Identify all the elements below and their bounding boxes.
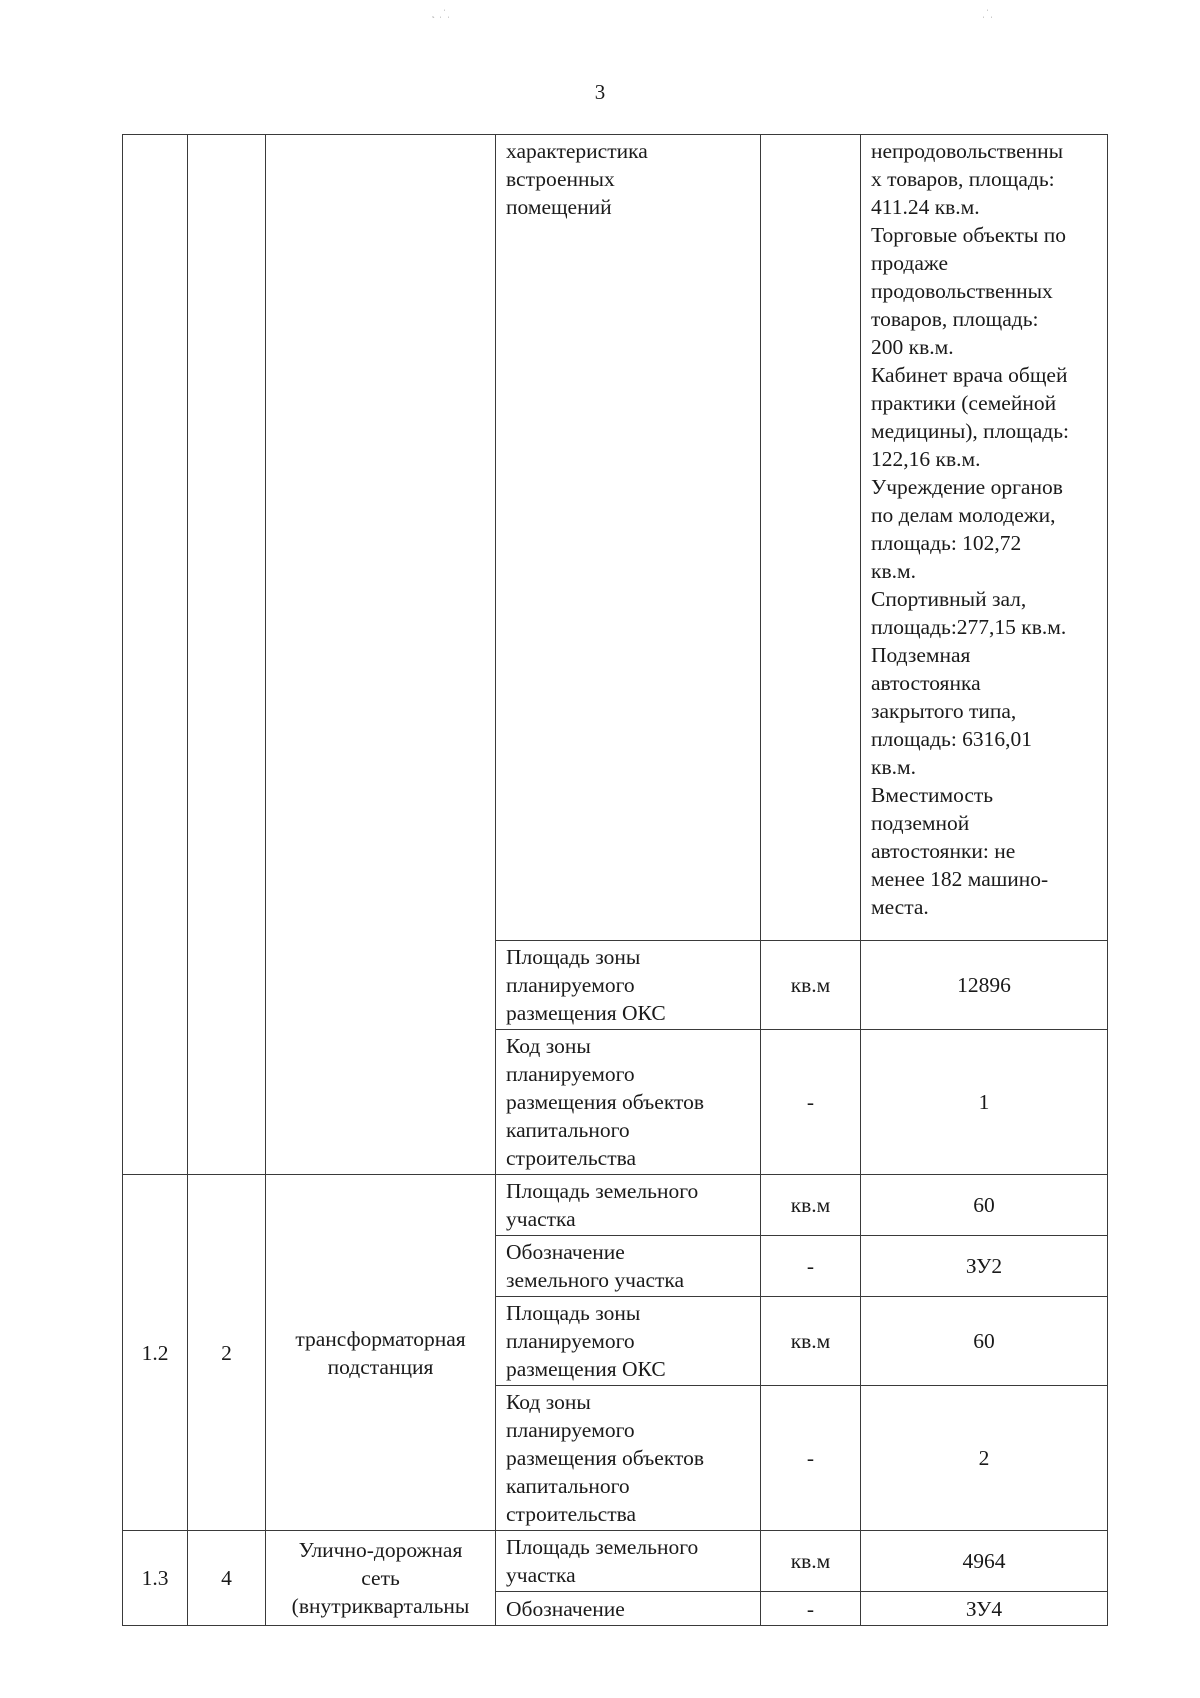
param-label: Площадь земельного участка	[496, 1531, 761, 1592]
num-cell-empty	[123, 135, 188, 1175]
param-value: ЗУ2	[861, 1236, 1108, 1297]
parameters-table	[122, 134, 1108, 1626]
row-number: 1.2	[123, 1175, 188, 1531]
param-label: Код зоны планируемого размещения объектов капитального строительства	[496, 1386, 761, 1531]
param-label: Площадь зоны планируемого размещения ОКС	[496, 1297, 761, 1386]
object-id: 2	[188, 1175, 266, 1531]
param-unit: кв.м	[761, 1297, 861, 1386]
row-number: 1.3	[123, 1531, 188, 1626]
param-value: ЗУ4	[861, 1592, 1108, 1626]
scan-artifact-right: ˌˈˌ	[982, 8, 994, 18]
name-cell-empty	[266, 135, 496, 1175]
param-value: 60	[861, 1175, 1108, 1236]
table-row	[123, 135, 1108, 941]
zone-code-value: 1	[861, 1030, 1108, 1175]
param-unit: -	[761, 1236, 861, 1297]
param-value: 4964	[861, 1531, 1108, 1592]
param-value: 2	[861, 1386, 1108, 1531]
param-value: 60	[861, 1297, 1108, 1386]
characteristic-label: характеристика встроенных помещений	[496, 135, 761, 941]
param-label: Площадь земельного участка	[496, 1175, 761, 1236]
object-id: 4	[188, 1531, 266, 1626]
object-name: Улично-дорожная сеть (внутриквартальны	[266, 1531, 496, 1626]
param-label: Обозначение земельного участка	[496, 1236, 761, 1297]
characteristic-value: непродовольственны х товаров, площадь: 411.24 кв.м. Торговые объекты по продаже продовольственных товаров, площадь: 200 кв.м. Кабинет врача общей практики (семейной медицины), площадь: 122,16 кв.м. Учреждение органов по делам молодежи, площадь: 102,72 кв.м. Спортивный зал, площадь:277,15 кв.м. Подземная автостоянка закрытого типа, площадь: 6316,01 кв.м. Вместимость подземной автостоянки: не менее 182 машино- места.	[861, 135, 1108, 941]
table-row	[123, 1175, 1108, 1236]
object-name: трансформаторная подстанция	[266, 1175, 496, 1531]
param-label: Обозначение	[496, 1592, 761, 1626]
zone-area-label: Площадь зоны планируемого размещения ОКС	[496, 941, 761, 1030]
param-unit: -	[761, 1592, 861, 1626]
zone-code-unit: -	[761, 1030, 861, 1175]
param-unit: кв.м	[761, 1175, 861, 1236]
id-cell-empty	[188, 135, 266, 1175]
zone-code-label: Код зоны планируемого размещения объектов капитального строительства	[496, 1030, 761, 1175]
page-number: 3	[594, 80, 606, 104]
unit-cell-empty	[761, 135, 861, 941]
zone-area-value: 12896	[861, 941, 1108, 1030]
zone-area-unit: кв.м	[761, 941, 861, 1030]
param-unit: -	[761, 1386, 861, 1531]
scan-artifact-left: ˛ ˌˈˌ	[432, 8, 452, 18]
table-row	[123, 1531, 1108, 1592]
param-unit: кв.м	[761, 1531, 861, 1592]
